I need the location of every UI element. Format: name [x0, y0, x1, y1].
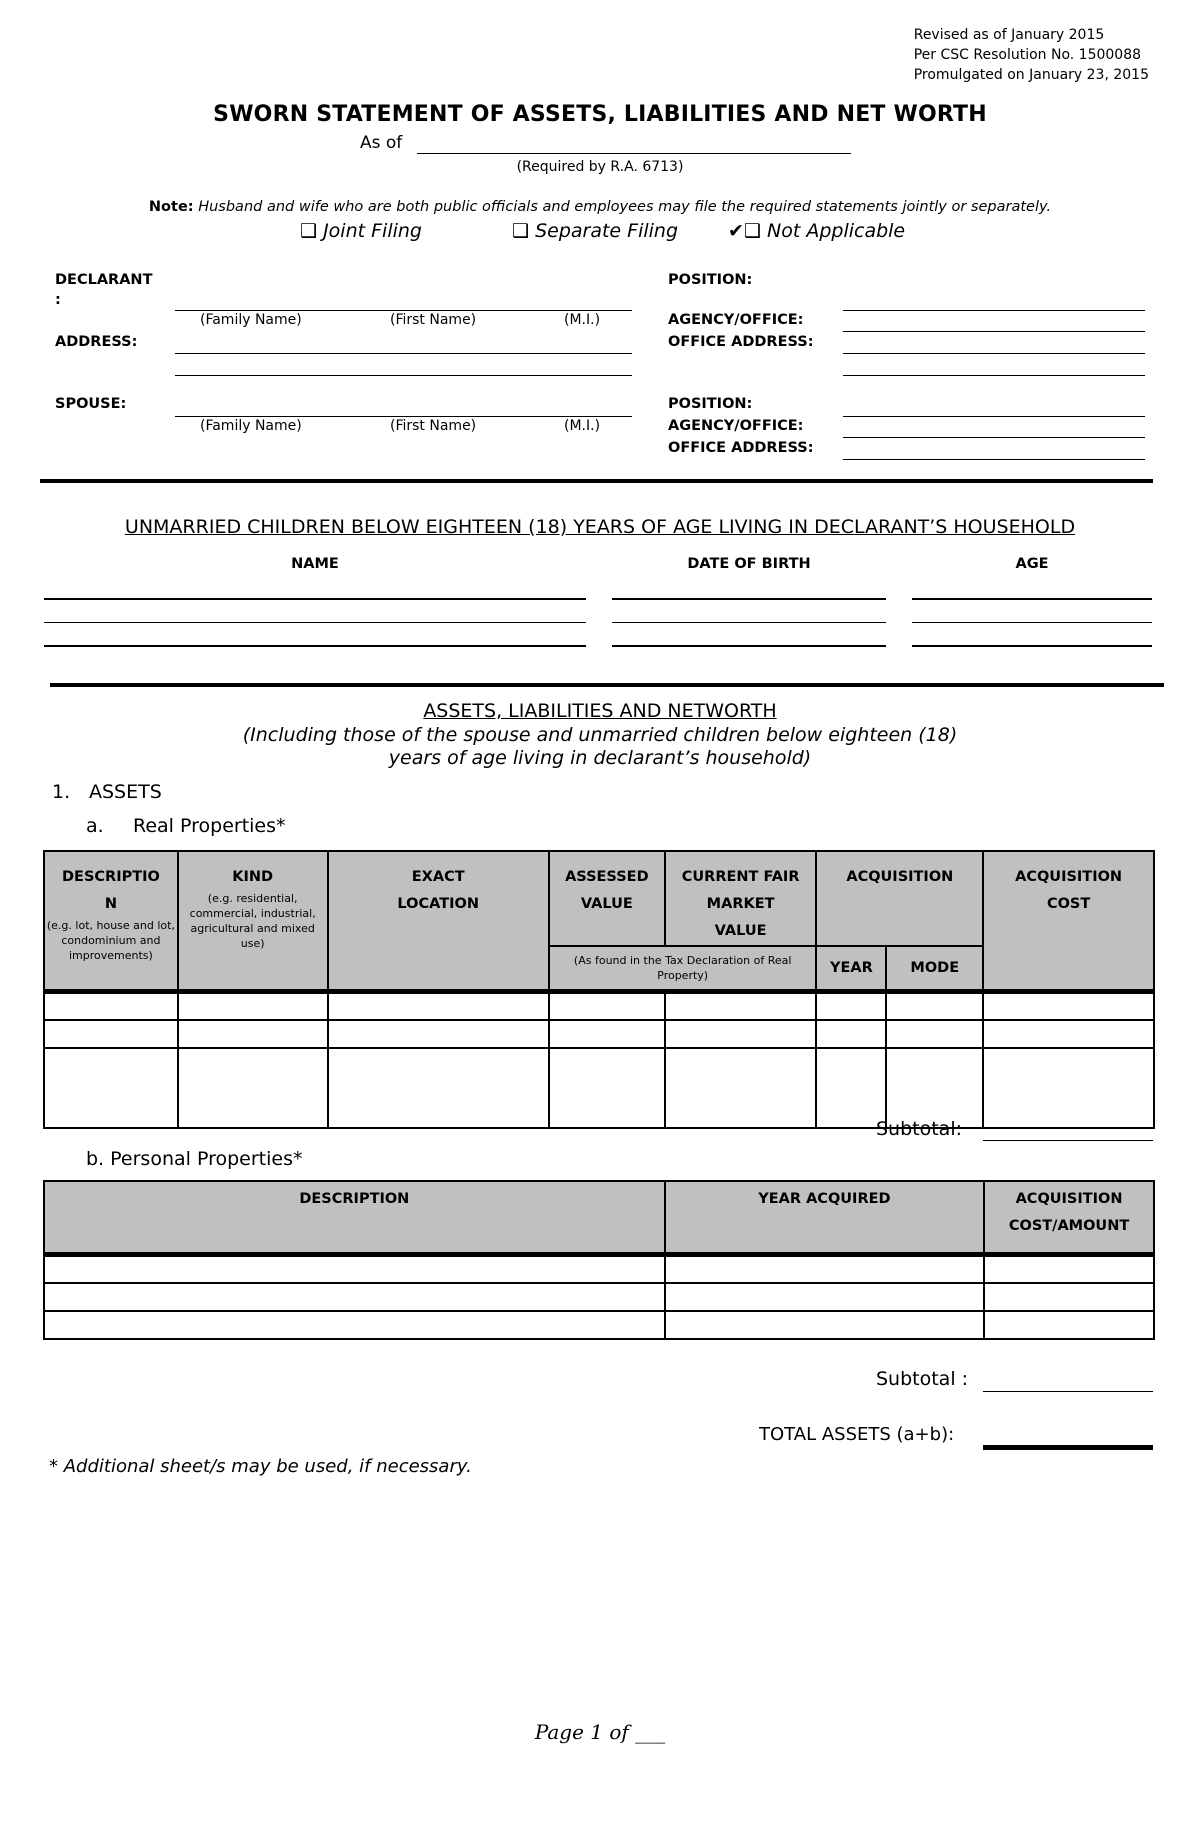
declarant-agency-label: AGENCY/OFFICE: [668, 312, 804, 328]
header-year-acquired: YEAR ACQUIRED [665, 1181, 984, 1255]
spouse-mi-caption: (M.I.) [564, 418, 601, 434]
real-row2-kind[interactable] [178, 1020, 328, 1048]
personal-row1-cost[interactable] [984, 1255, 1154, 1284]
declarant-colon: : [55, 292, 61, 308]
header-kind-label: KIND [232, 869, 274, 885]
declarant-office-address-field-1[interactable] [843, 353, 1145, 354]
declarant-agency-field[interactable] [843, 331, 1145, 332]
page-title: SWORN STATEMENT OF ASSETS, LIABILITIES AND NET WORTH [213, 102, 987, 127]
declarant-office-address-field-2[interactable] [843, 375, 1145, 376]
spouse-agency-field[interactable] [843, 437, 1145, 438]
real-row1-year[interactable] [816, 992, 886, 1021]
revision-info [914, 25, 1149, 85]
header-assessed-line2: VALUE [580, 896, 633, 912]
header-kind-note: (e.g. residential, commercial, industrial, agricultural and mixed use) [189, 892, 316, 950]
section-divider-2 [50, 683, 1164, 687]
children-section-title: UNMARRIED CHILDREN BELOW EIGHTEEN (18) YEARS OF AGE LIVING IN DECLARANT’S HOUSEHOLD [124, 516, 1076, 538]
assets-number: 1. [52, 781, 71, 803]
real-row3-market-value[interactable] [665, 1048, 817, 1128]
header-assessed-value [549, 851, 665, 946]
address-label: ADDRESS: [55, 334, 138, 350]
children-name-header: NAME [291, 556, 339, 572]
personal-subtotal-field[interactable] [983, 1391, 1153, 1392]
real-row3-mode[interactable] [886, 1048, 983, 1128]
total-assets-label: TOTAL ASSETS (a+b): [759, 1424, 955, 1445]
real-row2-mode[interactable] [886, 1020, 983, 1048]
alnw-title: ASSETS, LIABILITIES AND NETWORTH [423, 700, 777, 722]
header-personal-cost-line1: ACQUISITION [1015, 1191, 1123, 1207]
real-row2-location[interactable] [328, 1020, 549, 1048]
real-row2-year[interactable] [816, 1020, 886, 1048]
header-cost-line2: COST [1046, 896, 1091, 912]
as-of-label: As of [360, 133, 403, 153]
header-mode: MODE [886, 946, 983, 992]
spouse-position-label: POSITION: [668, 396, 753, 412]
personal-row3-cost[interactable] [984, 1311, 1154, 1339]
header-description-line1: DESCRIPTIO [62, 869, 160, 885]
real-subtotal-field[interactable] [983, 1140, 1153, 1141]
header-description-note: (e.g. lot, house and lot, condominium and improvements) [46, 919, 175, 962]
personal-properties-table [43, 1180, 1155, 1340]
personal-subtotal-label: Subtotal : [876, 1368, 969, 1390]
real-row1-mode[interactable] [886, 992, 983, 1021]
header-cost-line1: ACQUISITION [1015, 869, 1123, 885]
real-row2-cost[interactable] [983, 1020, 1154, 1048]
header-tax-note-text: (As found in the Tax Declaration of Real Property) [573, 954, 792, 982]
real-properties-heading: Real Properties* [133, 815, 286, 837]
declarant-office-address-label: OFFICE ADDRESS: [668, 334, 814, 350]
children-dob-header: DATE OF BIRTH [687, 556, 811, 572]
children-age-header: AGE [1015, 556, 1049, 572]
revised-date: Revised as of January 2015 [913, 27, 1105, 43]
real-row1-kind[interactable] [178, 992, 328, 1021]
child-name-field-2[interactable] [44, 622, 586, 623]
child-age-field-2[interactable] [912, 622, 1152, 623]
filing-note [0, 199, 1200, 215]
real-row1-market-value[interactable] [665, 992, 817, 1021]
child-age-field-3[interactable] [912, 645, 1152, 647]
personal-row3-year[interactable] [665, 1311, 984, 1339]
header-acquisition: ACQUISITION [816, 851, 983, 946]
declarant-position-label: POSITION: [668, 272, 753, 288]
address-field-1[interactable] [175, 353, 632, 354]
header-exact-line1: EXACT [411, 869, 465, 885]
personal-row2-year[interactable] [665, 1283, 984, 1311]
real-row3-description[interactable] [44, 1048, 178, 1128]
spouse-family-name-caption: (Family Name) [200, 418, 302, 434]
assets-heading: ASSETS [89, 781, 162, 803]
real-row2-assessed[interactable] [549, 1020, 665, 1048]
header-description-line2: N [104, 896, 117, 912]
personal-row2-description[interactable] [44, 1283, 665, 1311]
declarant-mi-caption: (M.I.) [564, 312, 601, 328]
spouse-office-address-label: OFFICE ADDRESS: [668, 440, 814, 456]
header-exact-location [328, 851, 549, 992]
spouse-office-address-field[interactable] [843, 459, 1145, 460]
joint-filing-checkbox[interactable]: ❑ Joint Filing [300, 220, 422, 242]
personal-properties-heading: b. Personal Properties* [86, 1148, 303, 1170]
real-properties-letter: a. [86, 815, 104, 837]
header-current-line3: VALUE [714, 923, 767, 939]
real-row2-description[interactable] [44, 1020, 178, 1048]
header-description [44, 851, 178, 992]
not-applicable-checkbox[interactable]: ✔❑ Not Applicable [728, 220, 906, 242]
header-year: YEAR [816, 946, 886, 992]
real-row3-location[interactable] [328, 1048, 549, 1128]
real-row3-cost[interactable] [983, 1048, 1154, 1128]
child-name-field-3[interactable] [44, 645, 586, 647]
real-row1-description[interactable] [44, 992, 178, 1021]
spouse-label: SPOUSE: [55, 396, 127, 412]
header-current-fair-market-value [665, 851, 817, 946]
header-tax-declaration-note [549, 946, 817, 992]
real-row3-kind[interactable] [178, 1048, 328, 1128]
real-subtotal-label: Subtotal: [876, 1118, 963, 1140]
header-kind [178, 851, 328, 992]
as-of-field[interactable] [417, 153, 851, 154]
header-acquisition-cost [983, 851, 1154, 992]
header-exact-line2: LOCATION [397, 896, 479, 912]
declarant-name-field[interactable] [175, 310, 632, 311]
child-name-field-1[interactable] [44, 598, 586, 600]
alnw-subtitle-2: years of age living in declarant’s household) [388, 747, 812, 769]
spouse-first-name-caption: (First Name) [390, 418, 477, 434]
real-row3-year[interactable] [816, 1048, 886, 1128]
alnw-subtitle-1: (Including those of the spouse and unmarried children below eighteen (18) [242, 724, 958, 746]
spouse-name-field[interactable] [175, 416, 632, 417]
header-assessed-line1: ASSESSED [565, 869, 649, 885]
csc-resolution: Per CSC Resolution No. 1500088 [913, 47, 1142, 63]
real-row1-assessed[interactable] [549, 992, 665, 1021]
note-label: Note: [148, 199, 194, 215]
note-text: Husband and wife who are both public officials and employees may file the required statements jointly or separately. [198, 199, 1052, 215]
real-row1-location[interactable] [328, 992, 549, 1021]
real-properties-table [43, 850, 1155, 1129]
page-number: Page 1 of ___ [534, 1720, 666, 1744]
real-row3-assessed[interactable] [549, 1048, 665, 1128]
header-personal-cost-line2: COST/AMOUNT [1008, 1218, 1130, 1234]
promulgated-date: Promulgated on January 23, 2015 [913, 67, 1149, 83]
declarant-label: DECLARANT [55, 272, 153, 288]
section-divider [40, 479, 1153, 483]
real-row2-market-value[interactable] [665, 1020, 817, 1048]
header-personal-cost [984, 1181, 1154, 1255]
header-personal-description: DESCRIPTION [44, 1181, 665, 1255]
child-dob-field-3[interactable] [612, 645, 886, 647]
child-dob-field-1[interactable] [612, 598, 886, 600]
required-note: (Required by R.A. 6713) [516, 159, 684, 175]
personal-row3-description[interactable] [44, 1311, 665, 1339]
additional-sheets-note: * Additional sheet/s may be used, if necessary. [49, 1456, 472, 1477]
spouse-position-field[interactable] [843, 416, 1145, 417]
personal-row1-description[interactable] [44, 1255, 665, 1284]
personal-row1-year[interactable] [665, 1255, 984, 1284]
address-field-2[interactable] [175, 375, 632, 376]
header-current-line2: MARKET [706, 896, 775, 912]
real-row1-cost[interactable] [983, 992, 1154, 1021]
header-current-line1: CURRENT FAIR [681, 869, 800, 885]
spouse-agency-label: AGENCY/OFFICE: [668, 418, 804, 434]
declarant-family-name-caption: (Family Name) [200, 312, 302, 328]
child-age-field-1[interactable] [912, 598, 1152, 600]
declarant-position-field[interactable] [843, 310, 1145, 311]
separate-filing-checkbox[interactable]: ❑ Separate Filing [512, 220, 679, 242]
total-assets-field[interactable] [983, 1445, 1153, 1450]
declarant-first-name-caption: (First Name) [390, 312, 477, 328]
personal-row2-cost[interactable] [984, 1283, 1154, 1311]
child-dob-field-2[interactable] [612, 622, 886, 623]
